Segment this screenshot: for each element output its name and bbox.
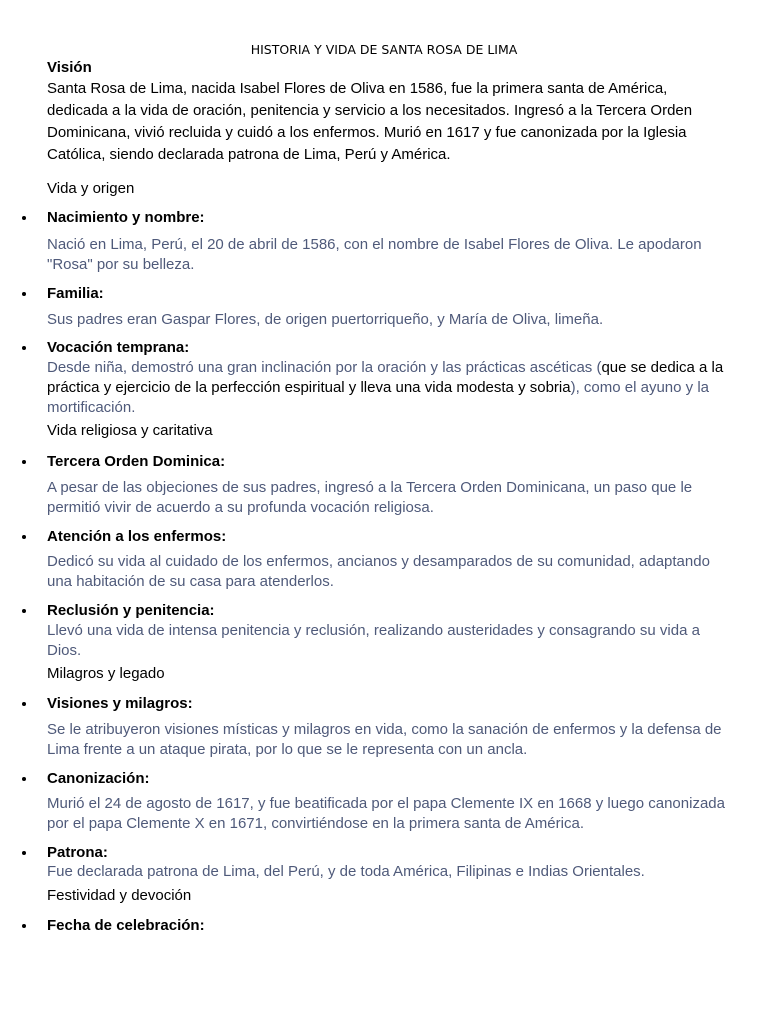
vocacion-text-end: ), como el ayuno y la mortificación.: [47, 379, 709, 416]
vision-paragraph: Santa Rosa de Lima, nacida Isabel Flores de Oliva en 1586, fue la primera santa de América, dedicada a la vida de oración, penitencia y servicio a los necesitados. Ingresó a la Tercera Orden Dominicana, vivió recluida y cuidó a los enfermos. Murió en 1617 y fue canonizada por la Iglesia Católica, siendo declarada patrona de Lima, Perú y América.: [47, 80, 693, 163]
vision-heading: Visión: [47, 59, 92, 76]
vocacion-text-definition: que se dedica a la práctica y ejercicio de la perfección espiritual y lleva una vida modesta y sobria: [47, 359, 724, 396]
item-text-nacimiento: Nació en Lima, Perú, el 20 de abril de 1586, con el nombre de Isabel Flores de Oliva. Le apodaron "Rosa" por su belleza.: [47, 236, 702, 273]
bullet-icon: [22, 609, 26, 613]
vocacion-text-start: Desde niña, demostró una gran inclinación por la oración y las prácticas ascéticas (: [47, 359, 602, 376]
item-text-vocacion: [47, 358, 727, 418]
item-text-enfermos: Dedicó su vida al cuidado de los enfermos, ancianos y desamparados de su comunidad, adaptando una habitación de su casa para atenderlos.: [47, 553, 710, 590]
item-text-canonizacion: Murió el 24 de agosto de 1617, y fue beatificada por el papa Clemente IX en 1668 y luego canonizada por el papa Clemente X en 1671, convirtiéndose en la primera santa de América.: [47, 795, 725, 832]
bullet-icon: [22, 292, 26, 296]
section-vida-origen: Vida y origen: [47, 180, 135, 197]
item-title-fecha: Fecha de celebración:: [47, 917, 205, 934]
bullet-icon: [22, 851, 26, 855]
item-title-patrona: Patrona:: [47, 844, 108, 861]
section-vida-religiosa: Vida religiosa y caritativa: [47, 422, 213, 439]
item-text-visiones: Se le atribuyeron visiones místicas y milagros en vida, como la sanación de enfermos y la defensa de Lima frente a un ataque pirata, por lo que se le representa con un ancla.: [47, 721, 722, 758]
item-title-enfermos: Atención a los enfermos:: [47, 528, 227, 545]
bullet-icon: [22, 346, 26, 350]
section-festividad: Festividad y devoción: [47, 887, 192, 904]
section-milagros-legado: Milagros y legado: [47, 665, 165, 682]
item-text-patrona: Fue declarada patrona de Lima, del Perú, y de toda América, Filipinas e Indias Orientales.: [47, 863, 645, 880]
item-title-familia: Familia:: [47, 285, 104, 302]
bullet-icon: [22, 216, 26, 220]
item-title-tercera-orden: Tercera Orden Dominica:: [47, 453, 226, 470]
bullet-icon: [22, 777, 26, 781]
document-title: HISTORIA Y VIDA DE SANTA ROSA DE LIMA: [250, 42, 518, 57]
item-text-tercera-orden: A pesar de las objeciones de sus padres, ingresó a la Tercera Orden Dominicana, un paso que le permitió vivir de acuerdo a su profunda vocación religiosa.: [47, 479, 693, 516]
item-title-vocacion: Vocación temprana:: [47, 339, 190, 356]
bullet-icon: [22, 702, 26, 706]
bullet-icon: [22, 924, 26, 928]
item-text-reclusion: Llevó una vida de intensa penitencia y reclusión, realizando austeridades y consagrando su vida a Dios.: [47, 622, 700, 659]
item-title-visiones: Visiones y milagros:: [47, 695, 193, 712]
bullet-icon: [22, 460, 26, 464]
bullet-icon: [22, 535, 26, 539]
item-title-reclusion: Reclusión y penitencia:: [47, 602, 215, 619]
item-title-canonizacion: Canonización:: [47, 770, 150, 787]
item-text-familia: Sus padres eran Gaspar Flores, de origen puertorriqueño, y María de Oliva, limeña.: [47, 311, 604, 328]
item-title-nacimiento: Nacimiento y nombre:: [47, 209, 205, 226]
